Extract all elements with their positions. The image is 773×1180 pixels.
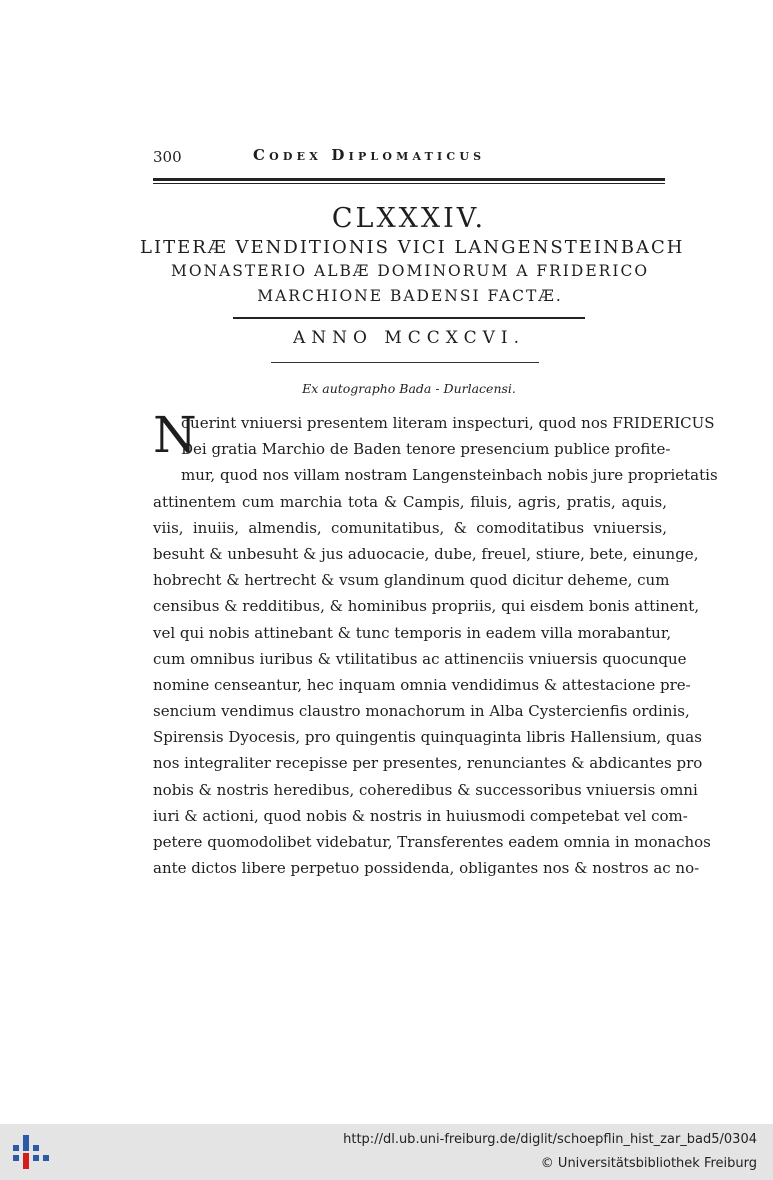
title-line: MONASTERIO ALBÆ DOMINORUM A FRIDERICO: [170, 262, 650, 280]
title-line: MARCHIONE BADENSI FACTÆ.: [257, 287, 563, 305]
text-line: ante dictos libere perpetuo possidenda, obligantes nos & nostros ac no-: [153, 859, 700, 878]
permalink-url[interactable]: http://dl.ub.uni-freiburg.de/diglit/schoepflin_hist_zar_bad5/0304: [343, 1132, 757, 1147]
text-line: mur, quod nos villam nostram Langensteinbach nobis jure proprietatis: [181, 466, 718, 485]
source-note: Ex autographo Bada - Durlacensi.: [302, 381, 516, 396]
text-line: sencium vendimus claustro monachorum in Alba Cystercienfis ordinis,: [153, 702, 690, 721]
text-line: ouerint vniuersi presentem literam inspecturi, quod nos FRIDERICUS: [181, 414, 715, 432]
page-number: 300: [153, 148, 182, 166]
text-line: censibus & redditibus, & hominibus propriis, qui eisdem bonis attinent,: [153, 597, 700, 616]
text-line: viis, inuiis, almendis, comunitatibus, & comoditatibus vniuersis,: [153, 518, 667, 537]
text-line: Spirensis Dyocesis, pro quingentis quinquaginta libris Hallensium, quas: [153, 728, 702, 747]
document-number: CLXXXIV.: [331, 203, 487, 234]
viewer-footer: [0, 1124, 773, 1180]
text-line: hobrecht & hertrecht & vsum glandinum quod dicitur deheme, cum: [153, 571, 670, 590]
copyright-notice: © Universitätsbibliothek Freiburg: [540, 1156, 757, 1171]
text-line: iuri & actioni, quod nobis & nostris in huiusmodi competebat vel com-: [153, 806, 688, 825]
text-line: vel qui nobis attinebant & tunc temporis in eadem villa morabantur,: [153, 623, 672, 642]
drop-cap: N: [153, 406, 197, 464]
text-line: nomine censeantur, hec inquam omnia vendidimus & attestacione pre-: [153, 675, 691, 694]
year-rule: [271, 362, 539, 363]
text-line: Dei gratia Marchio de Baden tenore presencium publice profite-: [181, 440, 671, 459]
text-line: petere quomodolibet videbatur, Transferentes eadem omnia in monachos: [153, 833, 711, 851]
body-text: [153, 406, 718, 881]
title-rule: [233, 317, 585, 319]
document-title: [140, 237, 685, 312]
text-line: attinentem cum marchia tota & Campis, filuis, agris, pratis, aquis,: [153, 492, 667, 511]
title-line: LITERÆ VENDITIONIS VICI LANGENSTEINBACH: [140, 237, 685, 258]
running-title: Codex Diplomaticus: [253, 146, 486, 164]
text-line: nos integraliter recepisse per presentes, renunciantes & abdicantes pro: [153, 754, 703, 773]
text-line: cum omnibus iuribus & vtilitatibus ac attinenciis vniuersis quocunque: [153, 649, 687, 668]
text-line: nobis & nostris heredibus, coheredibus & successoribus vniuersis omni: [153, 780, 698, 799]
text-line: besuht & unbesuht & jus aduocacie, dube, freuel, stiure, bete, einunge,: [153, 544, 699, 563]
header-rule-thick: [153, 178, 665, 181]
library-logo-icon: [10, 1132, 50, 1172]
header-rule-thin: [153, 183, 665, 184]
document-year: ANNO MCCXCVI.: [293, 328, 525, 348]
page-header: [153, 146, 665, 168]
